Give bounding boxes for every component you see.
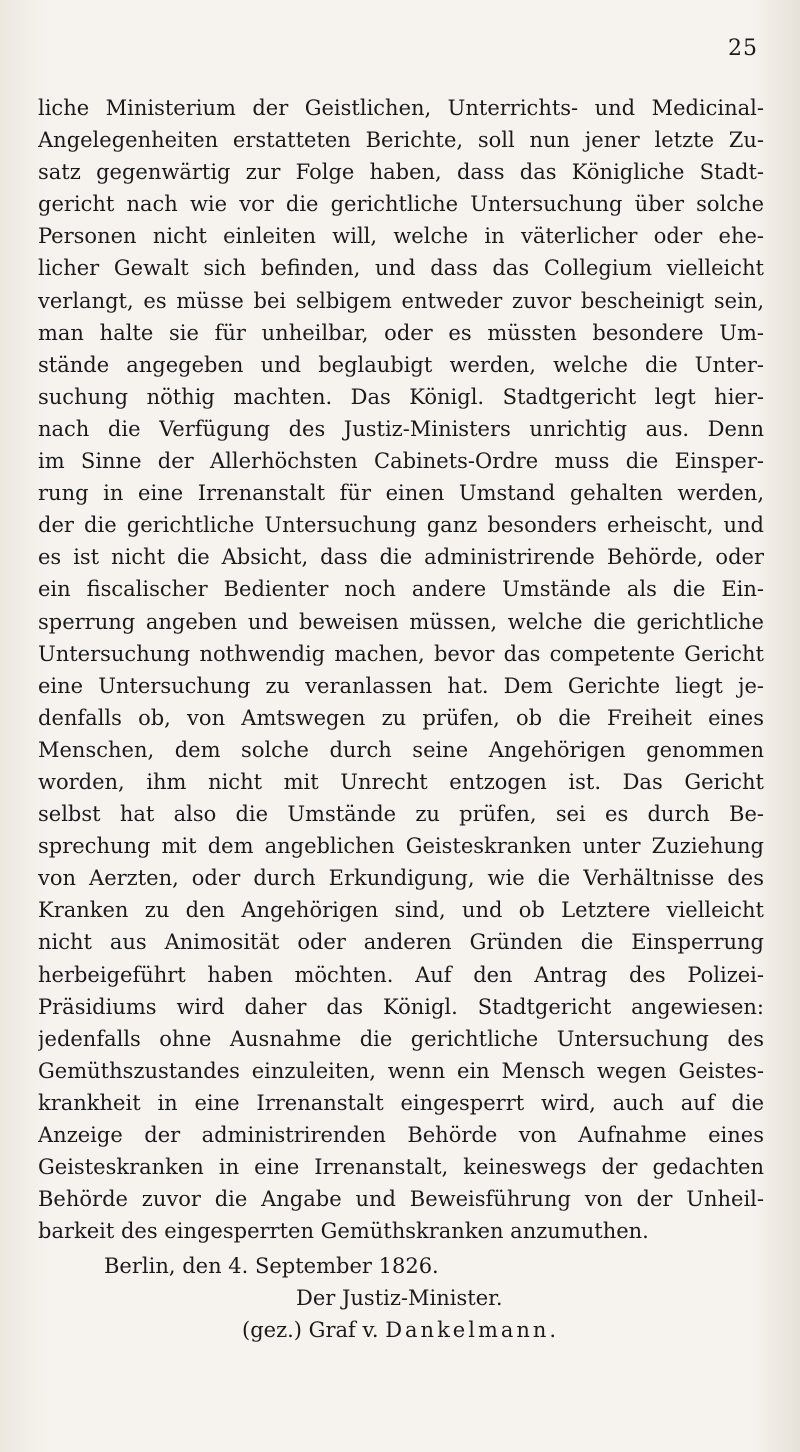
- text-line: von Aerzten, oder durch Erkundigung, wie die Verhältnisse des: [38, 866, 764, 891]
- text-line: eine Untersuchung zu veranlassen hat. Dem Gerichte liegt je-: [38, 673, 764, 698]
- text-line: Menschen, dem solche durch seine Angehörigen genommen: [38, 737, 764, 762]
- text-line: liche Ministerium der Geistlichen, Unterrichts- und Medicinal-: [38, 96, 764, 120]
- text-line: licher Gewalt sich befinden, und dass das Collegium vielleicht: [38, 256, 764, 281]
- text-line: herbeigeführt haben möchten. Auf den Antrag des Polizei-: [38, 962, 764, 987]
- text-line: suchung nöthig machten. Das Königl. Stadtgericht legt hier-: [38, 384, 764, 409]
- text-line: Untersuchung nothwendig machen, bevor das competente Gericht: [38, 641, 764, 666]
- minister-title: Der Justiz-Minister.: [296, 1285, 503, 1310]
- text-line: satz gegenwärtig zur Folge haben, dass das Königliche Stadt-: [38, 160, 764, 185]
- signature: [242, 1314, 559, 1346]
- text-line: sprechung mit dem angeblichen Geisteskranken unter Zuziehung: [38, 834, 764, 859]
- text-line: sperrung angeben und beweisen müssen, welche die gerichtliche: [38, 609, 764, 634]
- text-line: rung in eine Irrenanstalt für einen Umstand gehalten werden,: [38, 481, 764, 506]
- text-line: es ist nicht die Absicht, dass die administrirende Behörde, oder: [38, 545, 764, 570]
- text-line: man halte sie für unheilbar, oder es müssten besondere Um-: [38, 320, 764, 345]
- text-line: worden, ihm nicht mit Unrecht entzogen ist. Das Gericht: [38, 769, 764, 794]
- text-line: ein fiscalischer Bedienter noch andere Umstände als die Ein-: [38, 577, 764, 602]
- text-line: nicht aus Animosität oder anderen Gründen die Einsperrung: [38, 930, 764, 955]
- text-line: Angelegenheiten erstatteten Berichte, soll nun jener letzte Zu-: [38, 128, 764, 153]
- text-line: im Sinne der Allerhöchsten Cabinets-Ordre muss die Einsper-: [38, 449, 764, 474]
- text-line: krankheit in eine Irrenanstalt eingesperrt wird, auch auf die: [38, 1090, 764, 1115]
- text-line: barkeit des eingesperrten Gemüthskranken anzumuthen.: [38, 1219, 649, 1244]
- text-line: Gemüthszustandes einzuleiten, wenn ein Mensch wegen Geistes-: [38, 1058, 764, 1083]
- text-line: stände angegeben und beglaubigt werden, welche die Unter-: [38, 352, 764, 377]
- text-line: jedenfalls ohne Ausnahme die gerichtliche Untersuchung des: [38, 1026, 764, 1051]
- signature-name: Dankelmann.: [385, 1317, 560, 1342]
- text-line: Geisteskranken in eine Irrenanstalt, keineswegs der gedachten: [38, 1155, 764, 1180]
- text-line: Kranken zu den Angehörigen sind, und ob Letztere vielleicht: [38, 898, 764, 923]
- text-line: Anzeige der administrirenden Behörde von Aufnahme eines: [38, 1123, 764, 1147]
- text-line: selbst hat also die Umstände zu prüfen, sei es durch Be-: [38, 802, 764, 827]
- text-line: verlangt, es müsse bei selbigem entweder zuvor bescheinigt sein,: [38, 288, 764, 313]
- text-line: denfalls ob, von Amtswegen zu prüfen, ob die Freiheit eines: [38, 705, 764, 730]
- page-number: 25: [728, 36, 758, 61]
- text-line: Präsidiums wird daher das Königl. Stadtgericht angewiesen:: [38, 994, 764, 1019]
- body-text: [38, 92, 764, 1247]
- text-line: der die gerichtliche Untersuchung ganz besonders erheischt, und: [38, 513, 764, 538]
- text-line: Behörde zuvor die Angabe und Beweisführung von der Unheil-: [38, 1187, 764, 1212]
- text-line: gericht nach wie vor die gerichtliche Untersuchung über solche: [38, 192, 764, 217]
- place-date: Berlin, den 4. September 1826.: [104, 1253, 439, 1278]
- signature-prefix: (gez.) Graf v.: [242, 1317, 379, 1342]
- text-line: nach die Verfügung des Justiz-Ministers unrichtig aus. Denn: [38, 416, 764, 441]
- text-line: Personen nicht einleiten will, welche in väterlicher oder ehe-: [38, 224, 764, 249]
